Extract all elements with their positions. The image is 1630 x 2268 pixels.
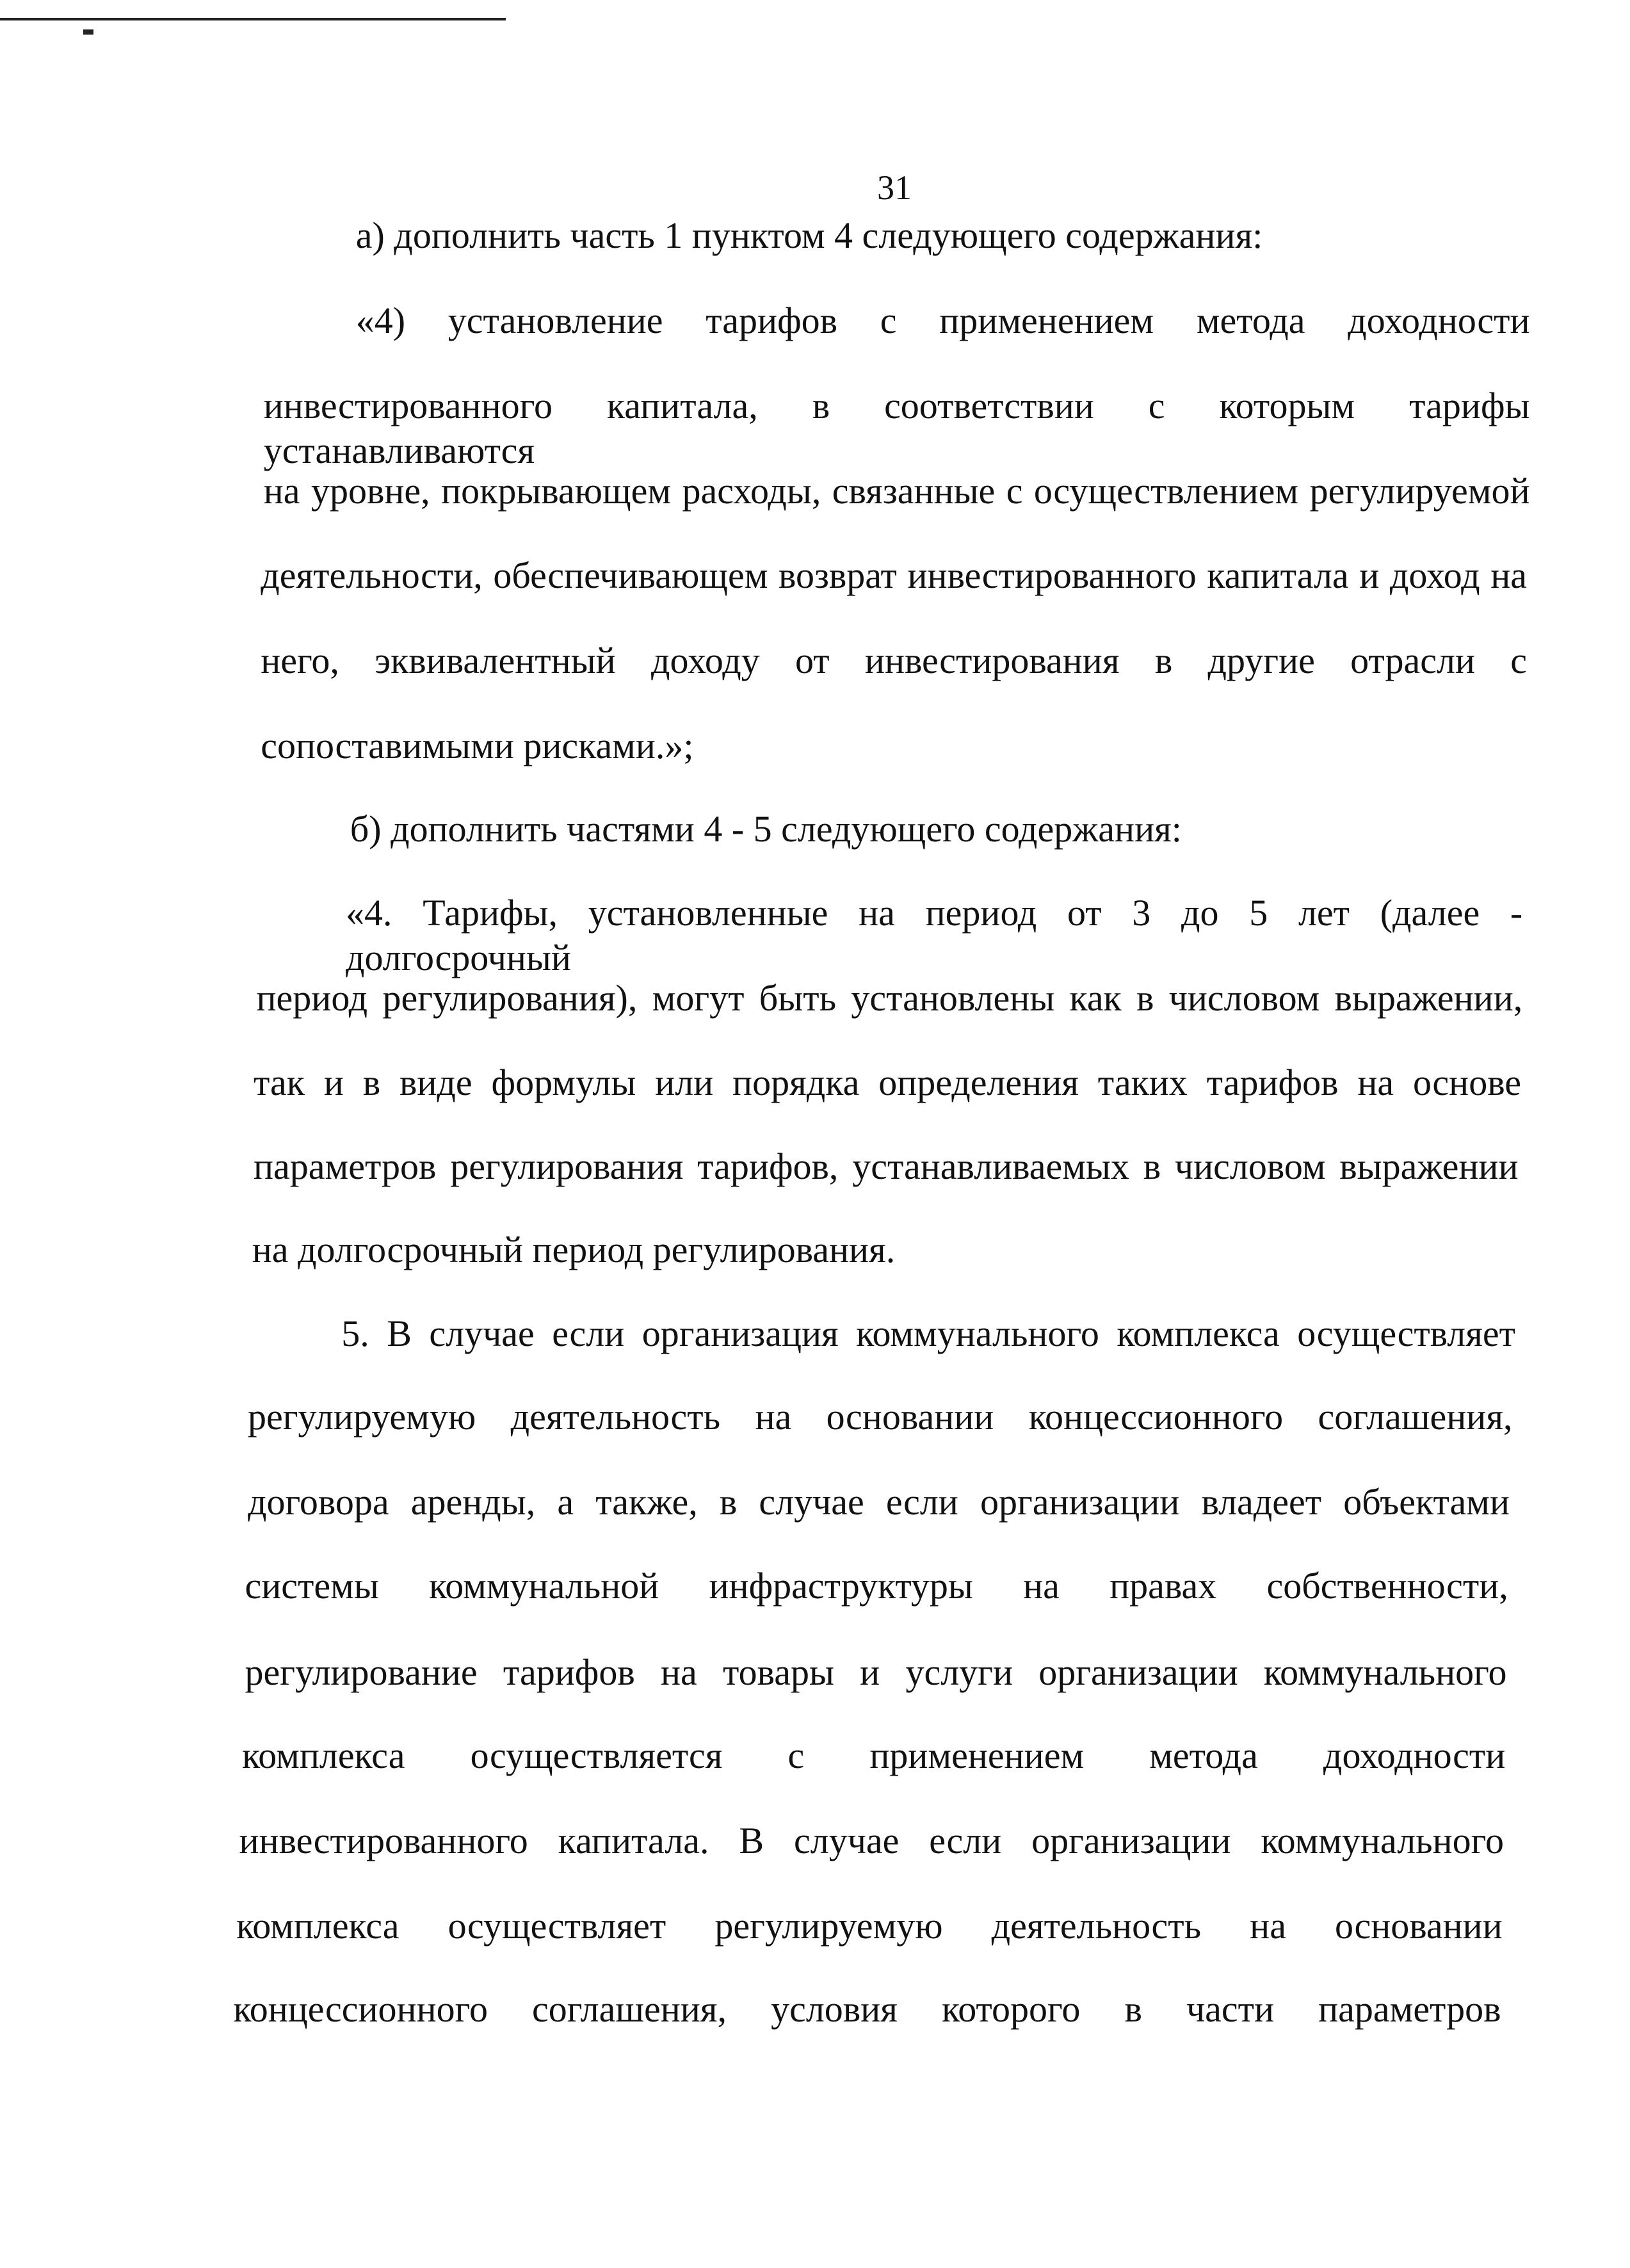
text-line: «4. Тарифы, установленные на период от 3 до 5 лет (далее - долгосрочный bbox=[346, 891, 1523, 978]
page-number: 31 bbox=[877, 168, 912, 207]
text-line: параметров регулирования тарифов, устанавливаемых в числовом выражении bbox=[254, 1145, 1519, 1187]
text-line: него, эквивалентный доходу от инвестирования в другие отрасли с bbox=[261, 640, 1527, 681]
text-line: на уровне, покрывающем расходы, связанные с осуществлением регулируемой bbox=[263, 469, 1530, 512]
text-line: на долгосрочный период регулирования. bbox=[252, 1229, 896, 1271]
text-line: комплекса осуществляется с применением метода доходности bbox=[242, 1735, 1506, 1776]
text-line: б) дополнить частями 4 - 5 следующего содержания: bbox=[350, 808, 1182, 850]
text-line: так и в виде формулы или порядка определения таких тарифов на основе bbox=[254, 1062, 1521, 1104]
text-line: инвестированного капитала. В случае если организации коммунального bbox=[239, 1819, 1504, 1861]
text-line: регулирование тарифов на товары и услуги организации коммунального bbox=[245, 1651, 1507, 1693]
scan-artifact-mark bbox=[83, 29, 93, 35]
text-line: системы коммунальной инфраструктуры на правах собственности, bbox=[245, 1564, 1508, 1607]
text-line: 5. В случае если организация коммунального комплекса осуществляет bbox=[341, 1312, 1515, 1354]
text-line: «4) установление тарифов с применением метода доходности bbox=[355, 300, 1530, 341]
text-line: период регулирования), могут быть установлены как в числовом выражении, bbox=[256, 976, 1523, 1019]
text-line: деятельности, обеспечивающем возврат инвестированного капитала и доход на bbox=[261, 555, 1527, 597]
text-line: концессионного соглашения, условия которого в части параметров bbox=[233, 1988, 1501, 2030]
text-line: комплекса осуществляет регулируемую деятельность на основании bbox=[236, 1904, 1503, 1947]
text-line: договора аренды, а также, в случае если организации владеет объектами bbox=[248, 1481, 1510, 1523]
scan-artifact-line bbox=[0, 18, 506, 20]
text-line: инвестированного капитала, в соответствии с которым тарифы устанавливаются bbox=[263, 384, 1530, 471]
text-line: регулируемую деятельность на основании концессионного соглашения, bbox=[248, 1396, 1513, 1438]
text-line: а) дополнить часть 1 пунктом 4 следующего содержания: bbox=[355, 215, 1263, 257]
text-line: сопоставимыми рисками.»; bbox=[261, 724, 694, 766]
